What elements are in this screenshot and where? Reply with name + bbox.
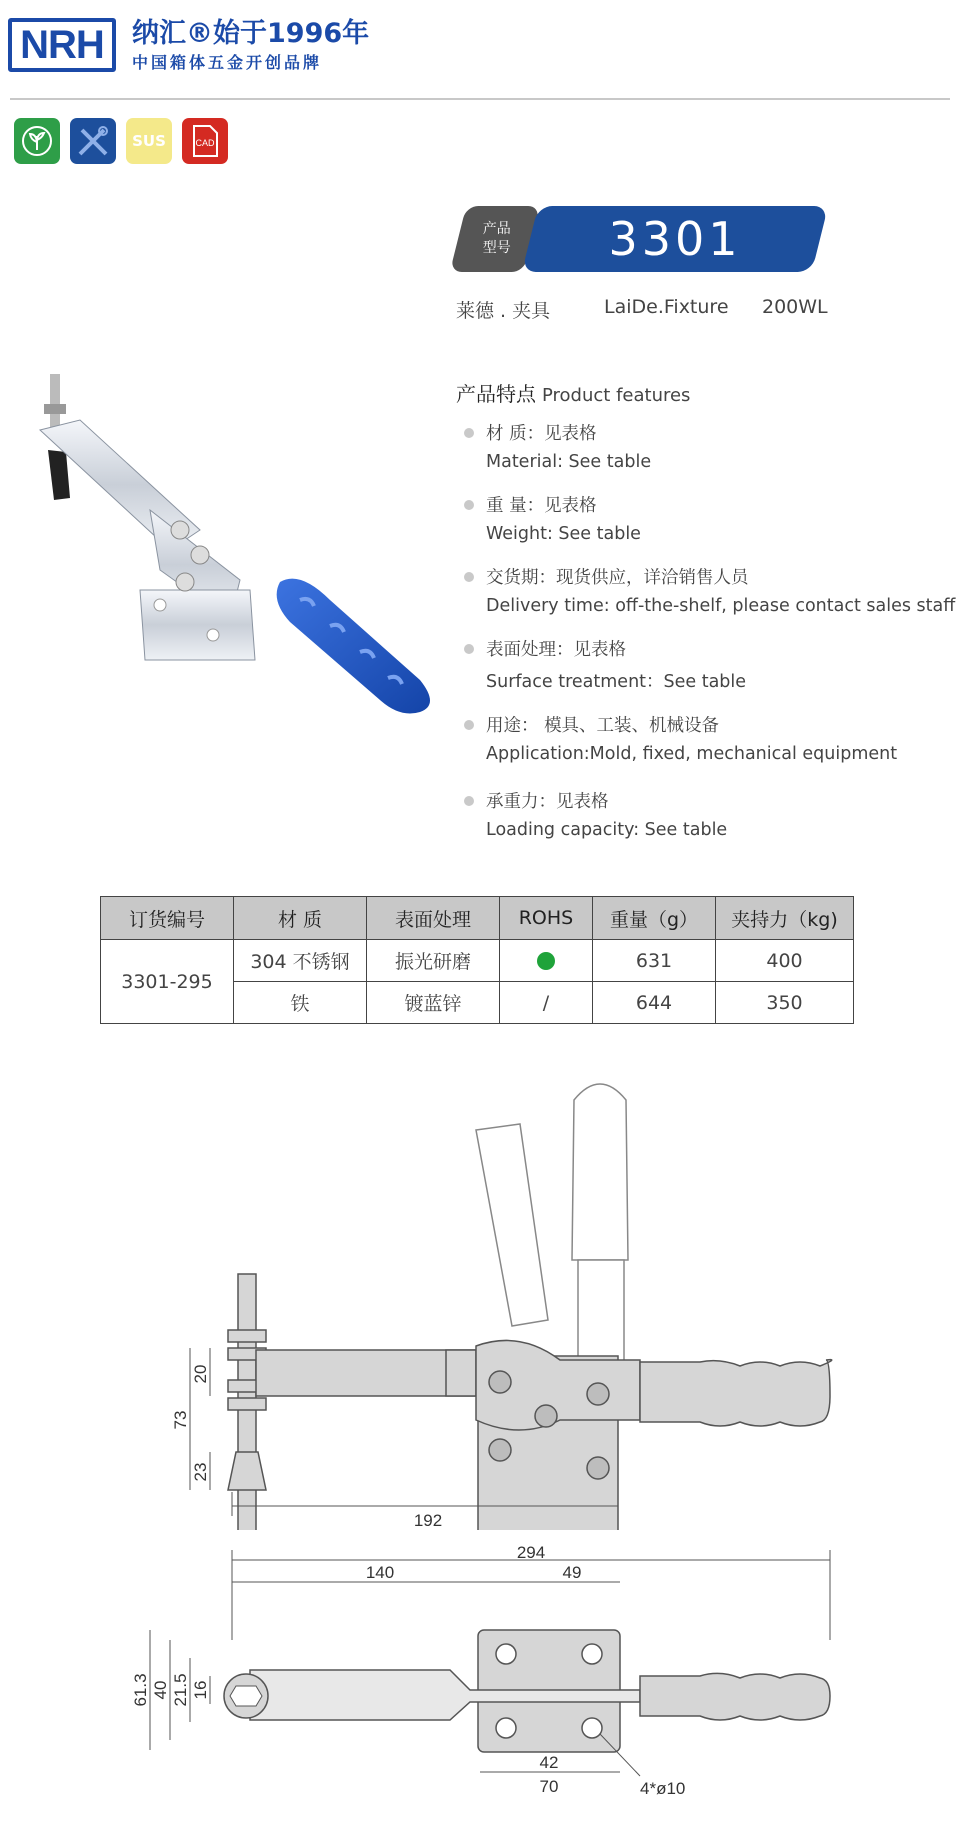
feature-en: Delivery time: off-the-shelf, please contact sales staff [486,596,956,616]
product-name-zh: 莱德 . 夹具 [456,300,551,322]
feature-en: Application:Mold, fixed, mechanical equipment [486,744,898,764]
bullet-icon [464,572,474,582]
dim-61-3: 61.3 [131,1673,150,1707]
feature-zh: 表面处理：见表格 [486,640,626,660]
rohs-compliant-icon [537,952,555,970]
dim-49: 49 [562,1563,582,1582]
cad-badge-icon [182,118,228,164]
product-photo [0,360,450,720]
features-heading [456,378,690,407]
dim-holes: 4*ø10 [640,1779,686,1798]
dim-21-5: 21.5 [171,1673,190,1707]
feature-en: Weight: See table [486,524,641,544]
bullet-icon [464,500,474,510]
top-view-drawing [0,1530,960,1848]
feature-en: Loading capacity: See table [486,820,728,840]
dim-16: 16 [191,1680,210,1700]
eco-badge-icon [14,118,60,164]
cell-force: 400 [716,940,854,982]
bullet-icon [464,428,474,438]
bullet-icon [464,796,474,806]
dim-294: 294 [516,1543,546,1562]
cell-surface: 振光研磨 [367,940,500,982]
cell-weight: 631 [593,940,716,982]
cell-surface: 镀蓝锌 [367,982,500,1024]
col-rohs: ROHS [500,897,593,940]
feature-zh: 重 量：见表格 [486,496,597,516]
model-label-line1: 产品 [482,221,511,237]
dim-40: 40 [151,1680,170,1700]
cell-material: 304 不锈钢 [234,940,367,982]
bullet-icon [464,720,474,730]
features-title-zh: 产品特点 [456,382,536,406]
dim-140: 140 [365,1563,395,1582]
feature-en: Surface treatment：See table [486,672,747,692]
cell-rohs: / [500,982,593,1024]
table-row [101,940,854,982]
dim-20: 20 [191,1364,210,1384]
dim-42: 42 [539,1753,559,1772]
dim-192: 192 [413,1511,443,1530]
col-force: 夹持力（kg) [716,897,854,940]
feature-zh: 用途： 模具、工装、机械设备 [486,716,720,736]
header-divider [10,98,950,100]
tools-badge-icon [70,118,116,164]
col-surface: 表面处理 [367,897,500,940]
spec-table [100,896,854,1024]
brand-tagline: 中国箱体五金开创品牌 [132,53,323,72]
col-material: 材 质 [234,897,367,940]
cell-order-no: 3301-295 [101,940,234,1024]
feature-zh: 承重力：见表格 [486,792,609,812]
model-number-tag [522,206,828,272]
brand-name: 纳汇®始于1996年 [132,18,370,49]
model-label-line2: 型号 [482,240,511,256]
brand-logo: NRH [8,18,116,72]
product-code: 200WL [762,296,828,318]
col-order-no: 订货编号 [101,897,234,940]
dim-73: 73 [171,1410,190,1430]
cell-weight: 644 [593,982,716,1024]
cell-rohs [500,940,593,982]
side-view-drawing [0,1060,960,1530]
product-name-en: LaiDe.Fixture [604,296,729,318]
feature-zh: 交货期：现货供应，详洽销售人员 [486,568,749,588]
dim-70: 70 [539,1777,559,1796]
col-weight: 重量（g） [593,897,716,940]
bullet-icon [464,644,474,654]
cell-material: 铁 [234,982,367,1024]
table-header-row [101,897,854,940]
feature-en: Material: See table [486,452,652,472]
model-number: 3301 [608,212,742,266]
dim-23: 23 [191,1462,210,1482]
feature-zh: 材 质：见表格 [486,424,597,444]
svg-text:CAD: CAD [195,138,215,148]
features-title-en: Product features [542,385,691,406]
sus-badge-icon: SUS [126,118,172,164]
cell-force: 350 [716,982,854,1024]
